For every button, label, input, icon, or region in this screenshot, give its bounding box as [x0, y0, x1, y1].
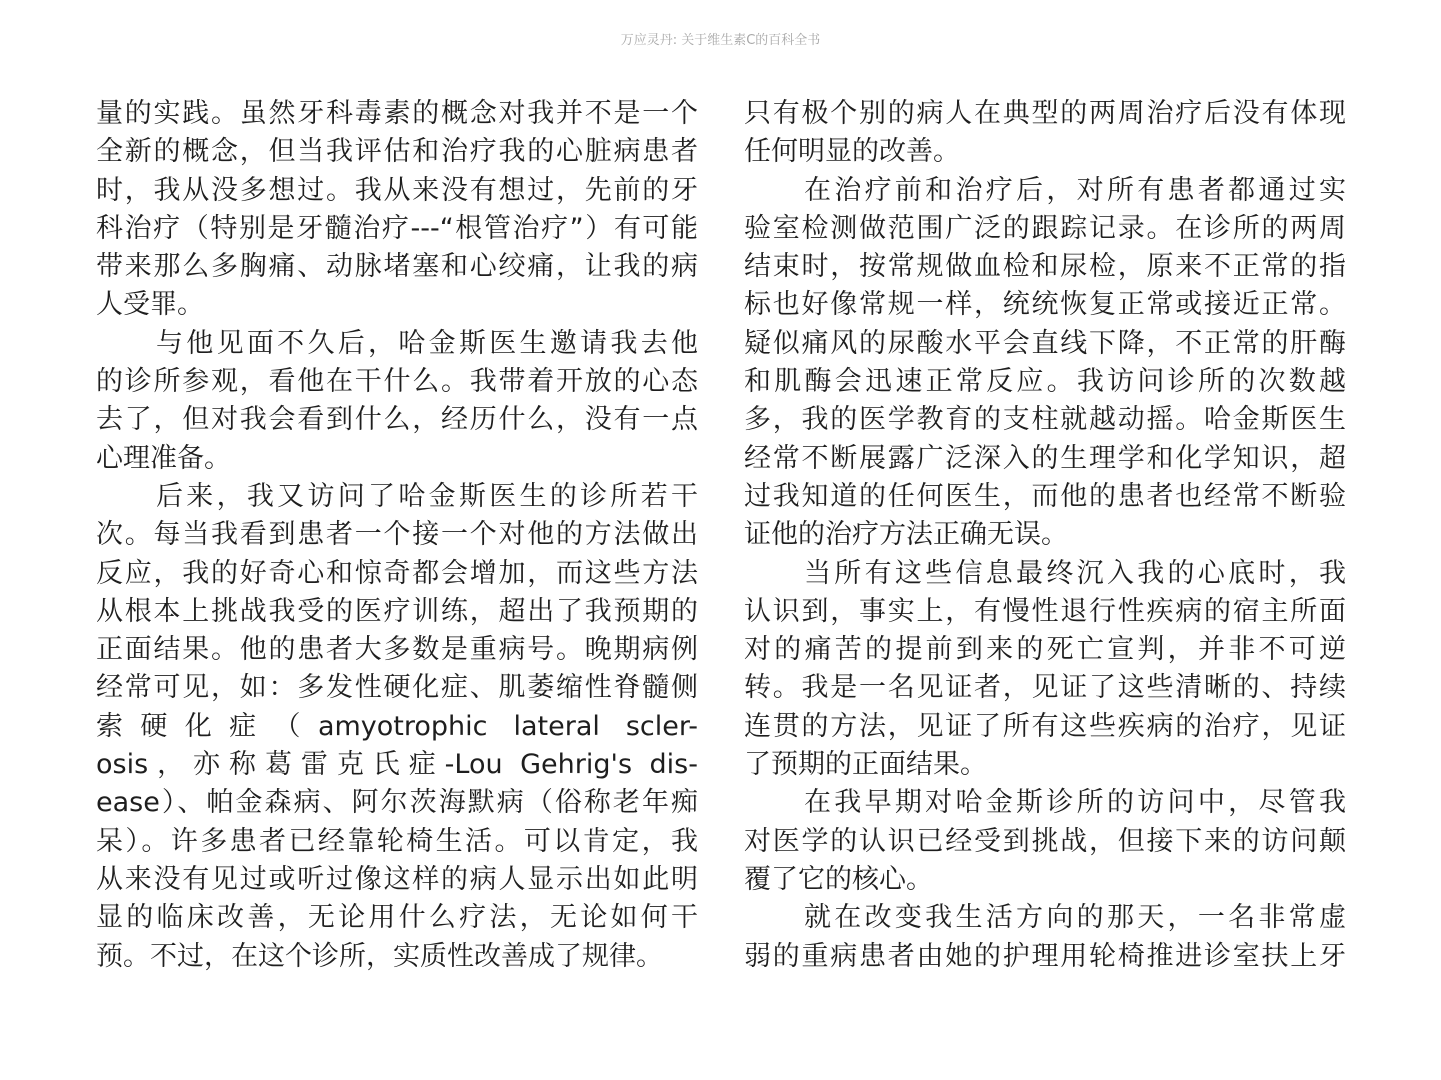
text-line: 从来没有见过或听过像这样的病人显示出如此明 — [96, 863, 698, 895]
text-line: 的诊所参观，看他在干什么。我带着开放的心态 — [96, 366, 698, 398]
text-line: 显的临床改善，无论用什么疗法，无论如何干 — [96, 902, 698, 934]
text-line: 从根本上挑战我受的医疗训练，超出了我预期的 — [96, 595, 698, 627]
text-line: 和肌酶会迅速正常反应。我访问诊所的次数越 — [744, 366, 1346, 398]
text-line: 对医学的认识已经受到挑战，但接下来的访问颠 — [744, 825, 1346, 857]
text-line: 只有极个别的病人在典型的两周治疗后没有体现 — [744, 98, 1346, 129]
text-line: 标也好像常规一样，统统恢复正常或接近正常。 — [744, 289, 1346, 321]
text-line: 在治疗前和治疗后，对所有患者都通过实 — [804, 174, 1346, 206]
right-text-column — [744, 95, 1346, 976]
text-line: 当所有这些信息最终沉入我的心底时，我 — [804, 557, 1346, 589]
text-line: 次。每当我看到患者一个接一个对他的方法做出 — [96, 519, 698, 551]
text-line: 过我知道的任何医生，而他的患者也经常不断验 — [744, 480, 1346, 512]
text-line: 科治疗（特别是牙髓治疗---“根管治疗”）有可能 — [96, 212, 698, 244]
text-line: 证他的治疗方法正确无误。 — [744, 519, 1068, 551]
running-header: 万应灵丹: 关于维生素C的百科全书 — [620, 33, 821, 48]
text-line: 弱的重病患者由她的护理用轮椅推进诊室扶上牙 — [744, 940, 1346, 972]
text-line: 经常不断展露广泛深入的生理学和化学知识，超 — [744, 442, 1346, 474]
text-line: 索硬化症（amyotrophic lateral scler- — [96, 710, 698, 742]
text-line: 结束时，按常规做血检和尿检，原来不正常的指 — [744, 251, 1346, 283]
text-line: 与他见面不久后，哈金斯医生邀请我去他 — [156, 327, 698, 359]
text-line: 覆了它的核心。 — [744, 863, 933, 895]
text-line: 任何明显的改善。 — [744, 136, 960, 168]
text-line: 后来，我又访问了哈金斯医生的诊所若干 — [156, 480, 698, 512]
text-line: 多，我的医学教育的支柱就越动摇。哈金斯医生 — [744, 404, 1346, 436]
text-line: 认识到，事实上，有慢性退行性疾病的宿主所面 — [744, 595, 1346, 627]
text-line: 正面结果。他的患者大多数是重病号。晚期病例 — [96, 634, 698, 666]
text-line: ease）、帕金森病、阿尔茨海默病（俗称老年痴 — [96, 787, 698, 819]
text-line: 心理准备。 — [96, 442, 231, 474]
text-line: 疑似痛风的尿酸水平会直线下降，不正常的肝酶 — [744, 327, 1346, 359]
text-line: 呆）。许多患者已经靠轮椅生活。可以肯定，我 — [96, 825, 698, 857]
text-line: 经常可见，如：多发性硬化症、肌萎缩性脊髓侧 — [96, 672, 698, 704]
text-line: 带来那么多胸痛、动脉堵塞和心绞痛，让我的病 — [96, 251, 698, 283]
text-line: 在我早期对哈金斯诊所的访问中，尽管我 — [804, 787, 1346, 819]
left-text-column — [96, 95, 698, 976]
text-line: 人受罪。 — [96, 289, 204, 321]
text-line: 连贯的方法，见证了所有这些疾病的治疗，见证 — [744, 710, 1346, 742]
text-line: 对的痛苦的提前到来的死亡宣判，并非不可逆 — [744, 634, 1346, 666]
text-line: 时，我从没多想过。我从来没有想过，先前的牙 — [96, 174, 698, 206]
text-line: 转。我是一名见证者，见证了这些清晰的、持续 — [744, 672, 1346, 704]
text-line: 量的实践。虽然牙科毒素的概念对我并不是一个 — [96, 98, 698, 129]
text-line: 预。不过，在这个诊所，实质性改善成了规律。 — [96, 940, 663, 972]
text-line: 验室检测做范围广泛的跟踪记录。在诊所的两周 — [744, 212, 1346, 244]
text-line: osis，亦称葛雷克氏症-Lou Gehrig's dis- — [96, 749, 698, 781]
text-line: 全新的概念，但当我评估和治疗我的心脏病患者 — [96, 136, 698, 168]
text-line: 去了，但对我会看到什么，经历什么，没有一点 — [96, 404, 698, 436]
text-line: 就在改变我生活方向的那天，一名非常虚 — [804, 902, 1346, 934]
text-line: 反应，我的好奇心和惊奇都会增加，而这些方法 — [96, 557, 698, 589]
text-line: 了预期的正面结果。 — [744, 749, 987, 781]
